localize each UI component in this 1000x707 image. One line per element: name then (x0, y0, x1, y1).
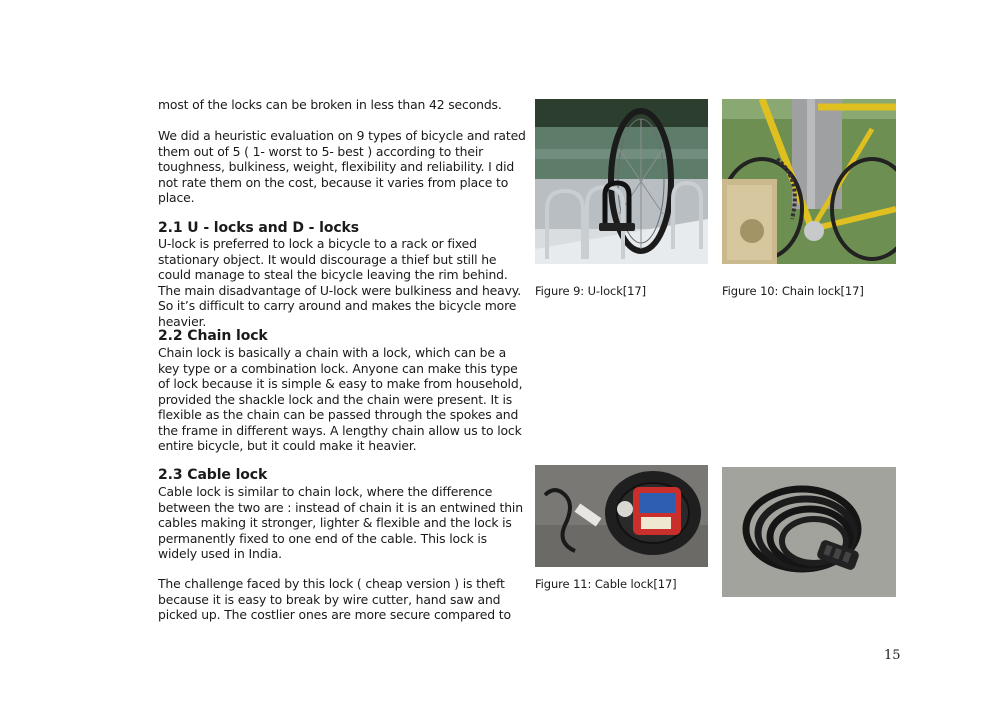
figure-9-caption: Figure 9: U-lock[17] (535, 284, 647, 298)
heading-chain-lock: 2.2 Chain lock (158, 328, 268, 344)
paragraph-u-lock: U-lock is preferred to lock a bicycle to a rack or fixed stationary object. It would discourage a thief but still he could manage to steal the bicycle leaving the rim behind. The main disadvantage of U-lock were bulkiness and heavy. So it’s difficult to carry around and makes the bicycle more heavier. (158, 236, 521, 329)
paragraph-chain-lock: Chain lock is basically a chain with a lock, which can be a key type or a combination lock. Anyone can make this type of lock because it is simple & easy to make from household, provided the shackle lock and the chain were present. It is flexible as the chain can be passed through the spokes and the frame in different ways. A lengthy chain allow us to lock entire bicycle, but it could make it heavier. (158, 345, 523, 453)
u-lock-photo (535, 99, 708, 264)
paragraph-evaluation: We did a heuristic evaluation on 9 types of bicycle and rated them out of 5 ( 1- worst to 5- best ) according to their toughness, bulkiness, weight, flexibility and reliability. I did not rate them on the cost, because it varies from place to place. (158, 128, 526, 205)
paragraph-intro: most of the locks can be broken in less than 42 seconds. (158, 97, 502, 112)
cable-lock-photo (535, 465, 708, 567)
heading-cable-lock: 2.3 Cable lock (158, 467, 268, 483)
paragraph-cable-challenge: The challenge faced by this lock ( cheap version ) is theft because it is easy to break by wire cutter, hand saw and picked up. The costlier ones are more secure compared to (158, 576, 511, 622)
page-number: 15 (884, 648, 901, 663)
heading-u-lock: 2.1 U - locks and D - locks (158, 220, 359, 236)
paragraph-cable-lock: Cable lock is similar to chain lock, where the difference between the two are : instead of chain it is an entwined thin cables making it stronger, lighter & flexible and the lock is permanently fixed to one end of the cable. This lock is widely used in India. (158, 484, 523, 561)
figure-10-caption: Figure 10: Chain lock[17] (722, 284, 864, 298)
coiled-cable-lock-photo (722, 467, 896, 597)
figure-11-caption: Figure 11: Cable lock[17] (535, 577, 677, 591)
chain-lock-photo (722, 99, 896, 264)
